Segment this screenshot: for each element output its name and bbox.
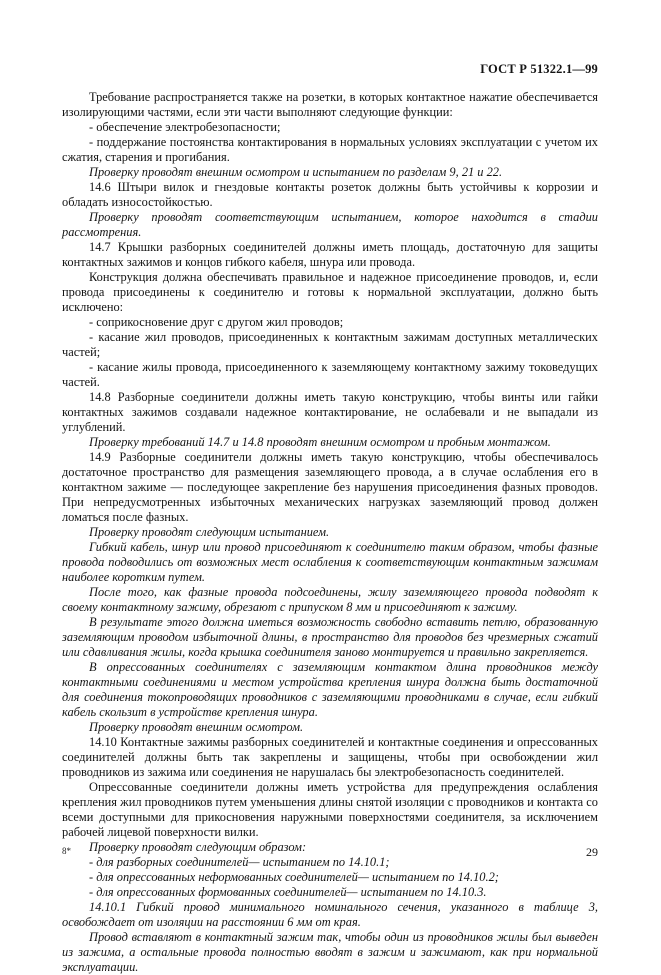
paragraph: - для опрессованных неформованных соединителей— испытанием по 14.10.2; xyxy=(89,870,499,884)
paragraph: - соприкосновение друг с другом жил проводов; xyxy=(89,315,344,329)
paragraph: - касание жилы провода, присоединенного к заземляющему контактному зажиму токоведущих частей. xyxy=(62,360,598,389)
paragraph: 14.10.1 Гибкий провод минимального номинального сечения, указанного в таблице 3, освобождает от изоляции на расстоянии 6 мм от края. xyxy=(62,900,598,929)
paragraph: После того, как фазные провода подсоединены, жилу заземляющего провода подводят к своему контактному зажиму, обрезают с припуском 8 мм и присоединяют к зажиму. xyxy=(62,585,598,614)
paragraph: - для разборных соединителей— испытанием по 14.10.1; xyxy=(89,855,390,869)
paragraph: Проверку проводят следующим испытанием. xyxy=(89,525,330,539)
footer-signature-mark: 8* xyxy=(62,846,71,856)
paragraph: Требование распространяется также на розетки, в которых контактное нажатие обеспечивается изолирующими частями, если эти части выполняют следующие функции: xyxy=(62,90,598,119)
paragraph: Конструкция должна обеспечивать правильное и надежное присоединение проводов, и, если провода присоединены к соединителю и готовы к нормальной эксплуатации, должно быть исключено: xyxy=(62,270,598,314)
paragraph: 14.10 Контактные зажимы разборных соединителей и контактные соединения и опрессованных соединителей должны быть так закреплены и защищены, чтобы при освобождении жил проводников из зажима или соединения не нарушалась бы электробезопасность соединителей. xyxy=(62,735,598,779)
paragraph: Гибкий кабель, шнур или провод присоединяют к соединителю таким образом, чтобы фазные провода подводились от возможных мест ослабления к соответствующим контактным зажимам наиболее коротким путем. xyxy=(62,540,598,584)
paragraph: Проверку требований 14.7 и 14.8 проводят внешним осмотром и пробным монтажом. xyxy=(89,435,551,449)
paragraph: 14.9 Разборные соединители должны иметь такую конструкцию, чтобы обеспечивалось достаточное пространство для размещения заземляющего провода, а в случае ослабления его в контактном зажиме — последующее закрепление без нарушения присоединения фазных проводов. При непредусмотренных избыточных механических нагрузках заземляющий провод должен ломаться после фазных. xyxy=(62,450,598,524)
paragraph: Опрессованные соединители должны иметь устройства для предупреждения ослабления крепления жил проводников путем уменьшения длины снятой изоляции с проводников и контакта со всеми доступными для прикосновения наружными поверхностями соединителя, за исключением рабочей лицевой поверхности вилки. xyxy=(62,780,598,839)
footer-page-number: 29 xyxy=(586,845,598,859)
paragraph: - поддержание постоянства контактирования в нормальных условиях эксплуатации с учетом их сжатия, старения и прогибания. xyxy=(62,135,598,164)
paragraph: Проверку проводят следующим образом: xyxy=(89,840,307,854)
paragraph: В опрессованных соединителях с заземляющим контактом длина проводников между контактными соединениями и местом устройства крепления шнура должна быть достаточной для соединения токопроводящих проводников с заземляющими проводниками в случае, если гибкий кабель скользит в устройстве крепления шнура. xyxy=(62,660,598,719)
paragraph: 14.6 Штыри вилок и гнездовые контакты розеток должны быть устойчивы к коррозии и обладать износостойкостью. xyxy=(62,180,598,209)
paragraph: 14.8 Разборные соединители должны иметь такую конструкцию, чтобы винты или гайки контактных зажимов создавали надежное контактирование, не ослабевали и не выпадали из углублений. xyxy=(62,390,598,434)
paragraph: Проверку проводят внешним осмотром и испытанием по разделам 9, 21 и 22. xyxy=(89,165,503,179)
paragraph: - касание жил проводов, присоединенных к контактным зажимам доступных металлических частей; xyxy=(62,330,598,359)
paragraph: Проверку проводят соответствующим испытанием, которое находится в стадии рассмотрения. xyxy=(62,210,598,239)
document-body xyxy=(62,90,598,975)
paragraph: - обеспечение электробезопасности; xyxy=(89,120,281,134)
doc-number-header: ГОСТ Р 51322.1—99 xyxy=(480,62,598,76)
paragraph: Проверку проводят внешним осмотром. xyxy=(89,720,304,734)
paragraph: - для опрессованных формованных соединителей— испытанием по 14.10.3. xyxy=(89,885,487,899)
paragraph: Провод вставляют в контактный зажим так, чтобы один из проводников жилы был выведен из зажима, а остальные провода полностью вводят в зажим и зажимают, как при нормальной эксплуатации. xyxy=(62,930,598,974)
paragraph: 14.7 Крышки разборных соединителей должны иметь площадь, достаточную для защиты контактных зажимов и концов гибкого кабеля, шнура или провода. xyxy=(62,240,598,269)
paragraph: В результате этого должна иметься возможность свободно вставить петлю, образованную заземляющим проводом избыточной длины, в пространство для проводов без чрезмерных сжатий или сдавливания жилы, когда крышка соединителя заново монтируется и правильно закрепляется. xyxy=(62,615,598,659)
